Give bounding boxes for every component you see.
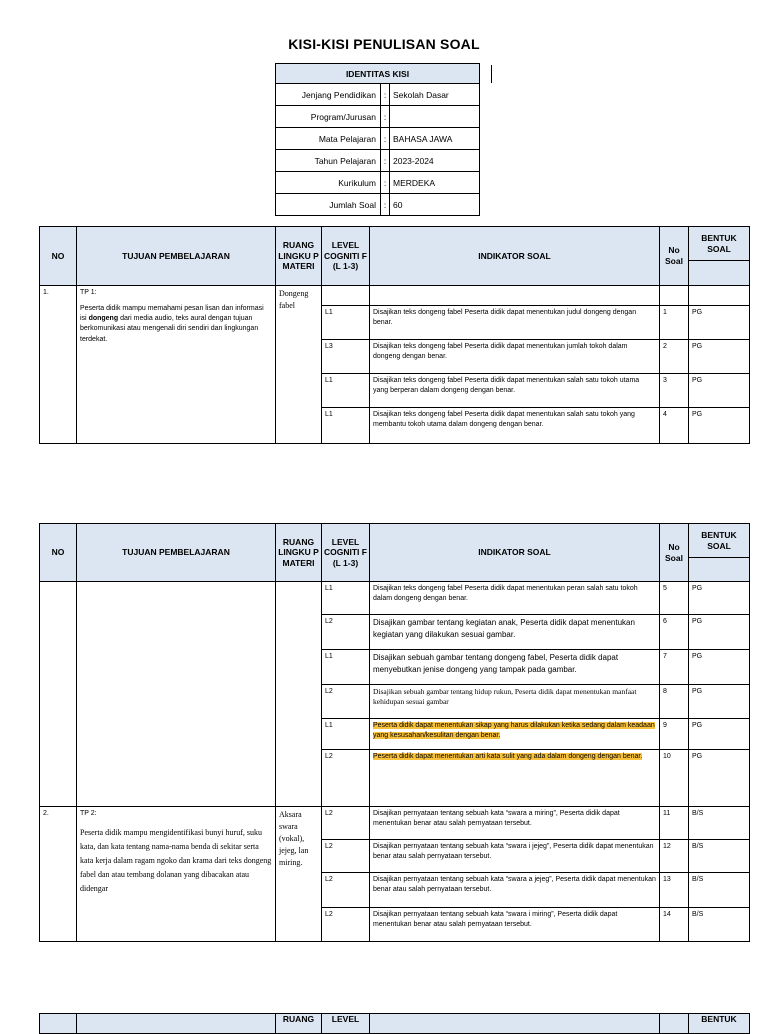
header-no: NO xyxy=(40,227,77,286)
header-level: LEVEL COGNITI F (L 1-3) xyxy=(322,524,370,582)
header-indikator: INDIKATOR SOAL xyxy=(370,524,660,582)
level-cell: L1 xyxy=(322,306,370,340)
header-tujuan: TUJUAN PEMBELAJARAN xyxy=(77,524,276,582)
indikator-cell: Disajikan teks dongeng fabel Peserta didik dapat menentukan salah satu tokoh yang membantu tokoh utama dalam dongeng dengan benar. xyxy=(370,408,660,444)
tp-title: TP 2: xyxy=(80,810,97,817)
indikator-cell: Disajikan teks dongeng fabel Peserta didik dapat menentukan judul dongeng dengan benar. xyxy=(370,306,660,340)
identity-value: 2023-2024 xyxy=(390,150,480,172)
tp-text: dari media audio, teks aural dengan tujuan berkomunikasi atau mengenali diri sendiri dan lingkungan terdekat. xyxy=(80,315,259,343)
no-soal-cell: 1 xyxy=(660,306,689,340)
identity-label: Mata Pelajaran xyxy=(276,128,381,150)
indikator-cell: Disajikan pernyataan tentang sebuah kata “swara a jejeg”, Peserta didik dapat menentukan benar atau salah pernyataan tersebut. xyxy=(370,873,660,908)
bentuk-cell: PG xyxy=(689,750,750,807)
level-cell: L1 xyxy=(322,374,370,408)
highlighted-text: Peserta didik dapat menentukan sikap yang harus dilakukan ketika sedang dalam keadaan yang kesusahan/kesulitan dengan benar. xyxy=(373,722,655,740)
highlighted-text: Peserta didik dapat menentukan arti kata sulit yang ada dalam dongeng dengan benar. xyxy=(373,753,643,760)
header-bentuk: BENTUK SOAL xyxy=(689,227,750,261)
header-no-soal: No Soal xyxy=(660,524,689,582)
empty-cell xyxy=(689,286,750,306)
indikator-cell: Disajikan gambar tentang kegiatan anak, Peserta didik dapat menentukan kegiatan yang dilakukan sesuai gambar. xyxy=(370,615,660,650)
empty-cell xyxy=(660,286,689,306)
identity-value: Sekolah Dasar xyxy=(390,84,480,106)
bentuk-cell: PG xyxy=(689,306,750,340)
no-soal-cell: 11 xyxy=(660,807,689,840)
bentuk-cell: B/S xyxy=(689,807,750,840)
bentuk-cell: B/S xyxy=(689,840,750,873)
identity-colon: : xyxy=(381,172,390,194)
level-cell: L2 xyxy=(322,873,370,908)
no-soal-cell: 13 xyxy=(660,873,689,908)
identity-label: Jumlah Soal xyxy=(276,194,381,216)
header-level: LEVEL xyxy=(322,1014,370,1034)
identity-colon: : xyxy=(381,106,390,128)
tujuan-cell xyxy=(77,582,276,807)
bentuk-cell: PG xyxy=(689,719,750,750)
ruang-cell xyxy=(276,582,322,807)
identity-colon: : xyxy=(381,84,390,106)
bentuk-cell: PG xyxy=(689,650,750,685)
level-cell: L2 xyxy=(322,685,370,719)
bentuk-cell: B/S xyxy=(689,873,750,908)
indikator-cell xyxy=(370,719,660,750)
bentuk-cell: PG xyxy=(689,340,750,374)
no-soal-cell: 10 xyxy=(660,750,689,807)
bentuk-cell: PG xyxy=(689,408,750,444)
row-no: 1. xyxy=(40,286,77,444)
row-no xyxy=(40,582,77,807)
level-cell: L1 xyxy=(322,719,370,750)
header-ruang: RUANG xyxy=(276,1014,322,1034)
bentuk-cell: PG xyxy=(689,615,750,650)
identity-row xyxy=(276,172,480,194)
identity-row xyxy=(276,128,480,150)
empty-cell xyxy=(322,286,370,306)
identity-label: Kurikulum xyxy=(276,172,381,194)
no-soal-cell: 3 xyxy=(660,374,689,408)
identity-row xyxy=(276,150,480,172)
identity-label: Tahun Pelajaran xyxy=(276,150,381,172)
no-soal-cell: 14 xyxy=(660,908,689,942)
identity-colon: : xyxy=(381,150,390,172)
identity-value: BAHASA JAWA xyxy=(390,128,480,150)
tp-body xyxy=(80,304,272,345)
no-soal-cell: 9 xyxy=(660,719,689,750)
indikator-cell: Disajikan sebuah gambar tentang dongeng fabel, Peserta didik dapat menyebutkan jenise dongeng yang tampak pada gambar. xyxy=(370,650,660,685)
tp-body: Peserta didik mampu mengidentifikasi bunyi huruf, suku kata, dan kata tentang nama-nama benda di sekitar serta kata kerja dalam ragam ngoko dan krama dari teks dongeng fabel dan atau tembang dolanan yang dibacakan atau didengar xyxy=(80,827,272,893)
bentuk-cell: B/S xyxy=(689,908,750,942)
indikator-cell: Disajikan teks dongeng fabel Peserta didik dapat menentukan jumlah tokoh dalam dongeng dengan benar. xyxy=(370,340,660,374)
identity-colon: : xyxy=(381,128,390,150)
identity-value xyxy=(390,106,480,128)
tp-bold-text: dongeng xyxy=(88,315,119,323)
header-bentuk: BENTUK SOAL xyxy=(689,524,750,558)
identity-value: MERDEKA xyxy=(390,172,480,194)
row-no: 2. xyxy=(40,807,77,942)
bentuk-cell: PG xyxy=(689,582,750,615)
indikator-cell: Disajikan pernyataan tentang sebuah kata “swara a miring”, Peserta didik dapat menentukan benar atau salah pernyataan tersebut. xyxy=(370,807,660,840)
header-no-soal: No Soal xyxy=(660,227,689,286)
ruang-cell: Dongeng fabel xyxy=(276,286,322,444)
indikator-cell: Disajikan teks dongeng fabel Peserta didik dapat menentukan salah satu tokoh utama yang berperan dalam dongeng dengan benar. xyxy=(370,374,660,408)
identity-value: 60 xyxy=(390,194,480,216)
indikator-cell: Disajikan pernyataan tentang sebuah kata “swara i jejeg”, Peserta didik dapat menentukan benar atau salah pernyataan tersebut. xyxy=(370,840,660,873)
header-bentuk-sub xyxy=(689,558,750,582)
level-cell: L1 xyxy=(322,408,370,444)
identity-row xyxy=(276,194,480,216)
no-soal-cell: 12 xyxy=(660,840,689,873)
identity-colon: : xyxy=(381,194,390,216)
level-cell: L2 xyxy=(322,615,370,650)
header-indikator: INDIKATOR SOAL xyxy=(370,227,660,286)
empty-cell xyxy=(370,286,660,306)
header-level: LEVEL COGNITI F (L 1-3) xyxy=(322,227,370,286)
level-cell: L2 xyxy=(322,840,370,873)
identity-header: IDENTITAS KISI xyxy=(276,64,480,84)
level-cell: L2 xyxy=(322,908,370,942)
no-soal-cell: 8 xyxy=(660,685,689,719)
document-title: KISI-KISI PENULISAN SOAL xyxy=(288,36,480,52)
tp-text: Peserta didik mampu memahami pesan lisan dan informasi isi xyxy=(80,305,264,323)
tujuan-cell xyxy=(77,286,276,444)
identity-row xyxy=(276,106,480,128)
no-soal-cell: 6 xyxy=(660,615,689,650)
identity-label: Program/Jurusan xyxy=(276,106,381,128)
identity-row xyxy=(276,84,480,106)
level-cell: L1 xyxy=(322,582,370,615)
kisi-table-1 xyxy=(39,226,750,444)
header-ruang: RUANG LINGKU P MATERI xyxy=(276,524,322,582)
header-tujuan: TUJUAN PEMBELAJARAN xyxy=(77,227,276,286)
indikator-cell: Disajikan sebuah gambar tentang hidup rukun, Peserta didik dapat menentukan manfaat kehidupan sesuai gambar xyxy=(370,685,660,719)
header-ruang: RUANG LINGKU P MATERI xyxy=(276,227,322,286)
bentuk-cell: PG xyxy=(689,374,750,408)
text-cursor xyxy=(491,65,492,83)
level-cell: L2 xyxy=(322,807,370,840)
tp-title: TP 1: xyxy=(80,289,97,296)
no-soal-cell: 4 xyxy=(660,408,689,444)
no-soal-cell: 5 xyxy=(660,582,689,615)
indikator-cell xyxy=(370,750,660,807)
bentuk-cell: PG xyxy=(689,685,750,719)
indikator-cell: Disajikan pernyataan tentang sebuah kata “swara i miring”, Peserta didik dapat menentukan benar atau salah pernyataan tersebut. xyxy=(370,908,660,942)
identity-table xyxy=(275,63,480,216)
ruang-cell: Aksara swara (vokal), jejeg, lan miring. xyxy=(276,807,322,942)
header-bentuk: BENTUK xyxy=(689,1014,750,1034)
kisi-table-2 xyxy=(39,523,750,942)
no-soal-cell: 2 xyxy=(660,340,689,374)
level-cell: L2 xyxy=(322,750,370,807)
header-bentuk-sub xyxy=(689,261,750,286)
no-soal-cell: 7 xyxy=(660,650,689,685)
tujuan-cell xyxy=(77,807,276,942)
indikator-cell: Disajikan teks dongeng fabel Peserta didik dapat menentukan peran salah satu tokoh dalam dongeng dengan benar. xyxy=(370,582,660,615)
level-cell: L3 xyxy=(322,340,370,374)
level-cell: L1 xyxy=(322,650,370,685)
header-no: NO xyxy=(40,524,77,582)
identity-label: Jenjang Pendidikan xyxy=(276,84,381,106)
